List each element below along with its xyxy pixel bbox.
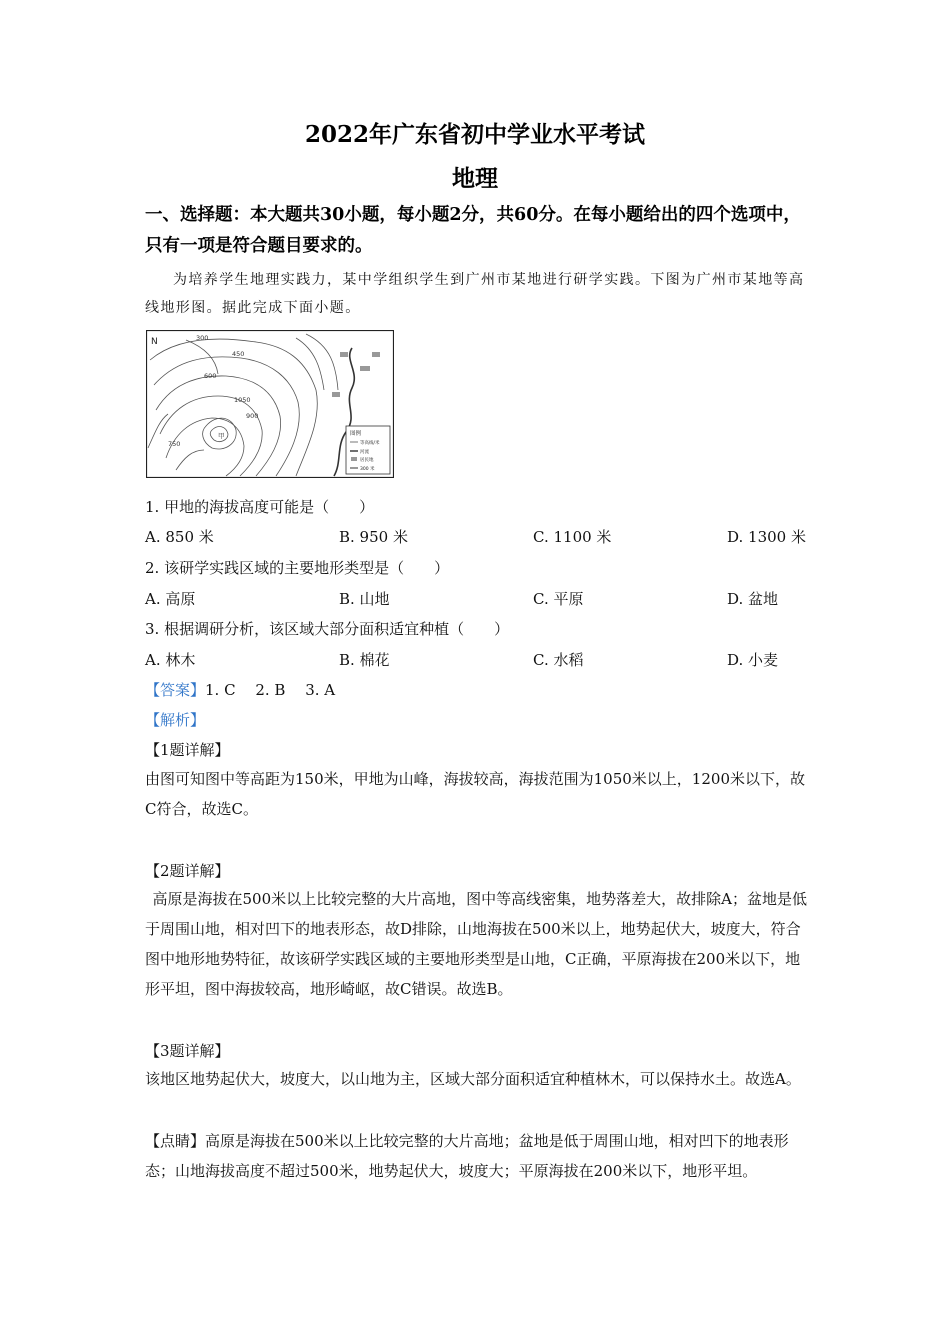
contour-label: 600 <box>204 372 217 380</box>
analysis-label: 【解析】 <box>145 711 206 729</box>
tip-paragraph <box>145 1126 810 1186</box>
answer-line <box>145 679 335 700</box>
q2-option-b: B. 山地 <box>339 590 390 608</box>
q2-option-a: A. 高原 <box>145 590 196 608</box>
tip-label: 【点睛】 <box>145 1132 206 1150</box>
contour-label: 300 <box>196 334 209 342</box>
q2-option-c: C. 平原 <box>533 590 584 608</box>
q3-option-d: D. 小麦 <box>727 651 779 669</box>
section-heading: 一、选择题：本大题共30小题，每小题2分，共60分。在每小题给出的四个选项中，只有一项是符合题目要求的。 <box>145 205 801 256</box>
contour-label: 900 <box>246 412 259 420</box>
q1-option-a: A. 850 米 <box>145 528 214 546</box>
svg-text:图例: 图例 <box>350 431 362 437</box>
subject-title: 地理 <box>452 165 498 192</box>
q1-option-c: C. 1100 米 <box>533 528 612 546</box>
q3-option-b: B. 棉花 <box>339 651 390 669</box>
north-arrow-icon: N <box>151 337 158 347</box>
map-legend <box>346 426 390 474</box>
tip-text: 高原是海拔在500米以上比较完整的大片高地；盆地是低于周围山地，相对凹下的地表形态；山地海拔高度不超过500米，地势起伏大，坡度大；平原海拔在200米以下，地形平坦。 <box>145 1132 789 1180</box>
detail-3-label: 【3题详解】 <box>145 1042 230 1060</box>
svg-text:河流: 河流 <box>360 450 369 455</box>
exam-title: 2022年广东省初中学业水平考试 <box>304 121 645 148</box>
contour-label: 1050 <box>234 396 251 404</box>
q1-option-b: B. 950 米 <box>339 528 408 546</box>
q3-option-a: A. 林木 <box>145 651 196 669</box>
contour-map <box>146 330 394 478</box>
detail-2-text: 高原是海拔在500米以上比较完整的大片高地，图中等高线密集，地势落差大，故排除A；盆地是低于周围山地，相对凹下的地表形态，故D排除，山地海拔在500米以上，地势起伏大，坡度大，符合图中地形地势特征，故该研学实践区域的主要地形类型是山地，C正确，平原海拔在200米以下，地形平坦，图中海拔较高，地形崎岖，故C错误。故选B。 <box>145 890 807 998</box>
intro-paragraph: 为培养学生地理实践力，某中学组织学生到广州市某地进行研学实践。下图为广州市某地等高线地形图。据此完成下面小题。 <box>145 272 805 316</box>
svg-text:居民地: 居民地 <box>360 458 374 463</box>
detail-2-label: 【2题详解】 <box>145 862 230 880</box>
question-3-stem: 3. 根据调研分析，该区域大部分面积适宜种植（ ） <box>145 620 510 638</box>
detail-3-text: 该地区地势起伏大，坡度大，以山地为主，区域大部分面积适宜种植林木，可以保持水土。故选A。 <box>145 1070 801 1088</box>
contour-label: 750 <box>168 440 181 448</box>
question-2-stem: 2. 该研学实践区域的主要地形类型是（ ） <box>145 559 450 577</box>
svg-text:300 米: 300 米 <box>360 467 375 472</box>
contour-label: 450 <box>232 350 245 358</box>
answer-text: 1. C 2. B 3. A <box>205 681 336 699</box>
q1-option-d: D. 1300 米 <box>727 528 806 546</box>
peak-label: 甲 <box>218 432 225 440</box>
q2-option-d: D. 盆地 <box>727 590 779 608</box>
question-1-stem: 1. 甲地的海拔高度可能是（ ） <box>145 498 375 516</box>
answer-label: 【答案】 <box>145 681 206 699</box>
svg-text:等高线/米: 等高线/米 <box>360 441 380 446</box>
detail-1-text: 由图可知图中等高距为150米，甲地为山峰，海拔较高，海拔范围为1050米以上，1200米以下，故C符合，故选C。 <box>145 770 805 818</box>
q3-option-c: C. 水稻 <box>533 651 584 669</box>
detail-1-label: 【1题详解】 <box>145 741 230 759</box>
